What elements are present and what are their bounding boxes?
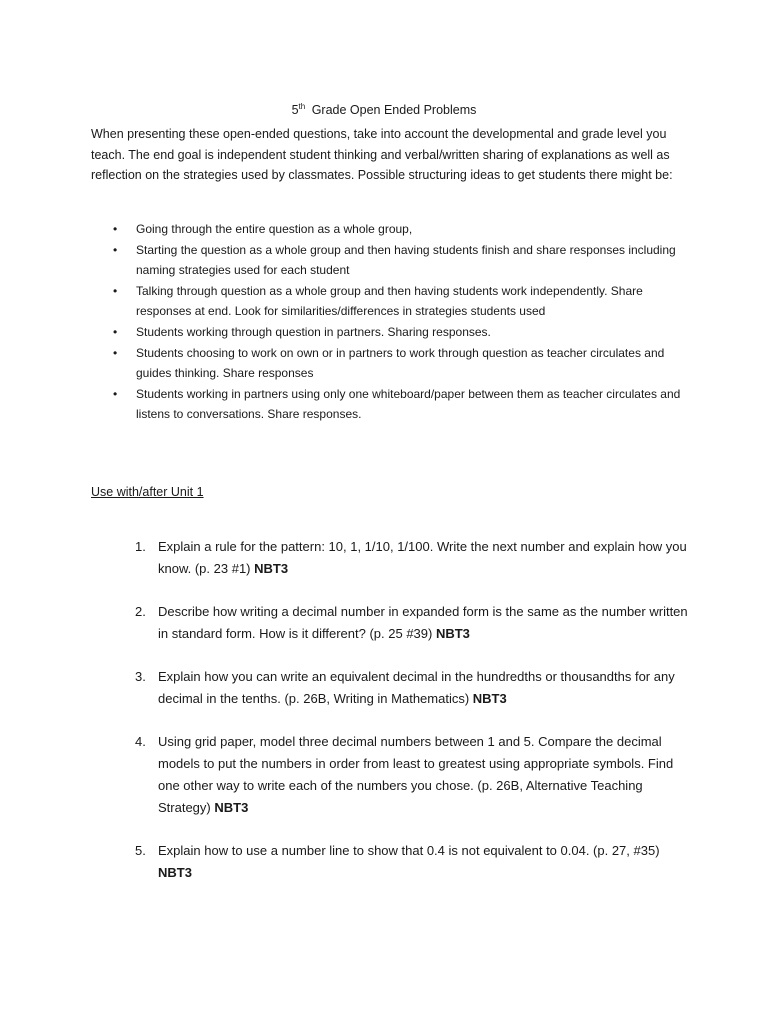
standard-code: NBT3 xyxy=(214,800,249,815)
list-item xyxy=(91,384,691,424)
problem-text: Explain how you can write an equivalent decimal in the hundredths or thousandths for any decimal in the tenths. (p. 26B, Writing in Mathematics) xyxy=(158,669,675,706)
problem-text: Explain how to use a number line to show that 0.4 is not equivalent to 0.04. (p. 27, #35) xyxy=(158,843,660,858)
bullet-icon: • xyxy=(113,243,118,257)
bullet-icon: • xyxy=(113,325,118,339)
bullet-icon: • xyxy=(113,346,118,360)
problem-item xyxy=(91,731,691,819)
problem-item xyxy=(91,840,691,884)
bullet-text: Going through the entire question as a whole group, xyxy=(136,222,413,236)
list-item xyxy=(91,281,691,321)
standard-code: NBT3 xyxy=(158,865,192,880)
title-number: 5 xyxy=(291,103,299,118)
list-item xyxy=(91,322,691,342)
title-superscript: th xyxy=(298,102,306,112)
bullet-text: Students working in partners using only one whiteboard/paper between them as teacher circulates and listens to conversations. Share responses. xyxy=(136,387,681,421)
bullet-text: Students choosing to work on own or in partners to work through question as teacher circulates and guides thinking. Share responses xyxy=(136,346,665,380)
problem-text: Explain a rule for the pattern: 10, 1, 1/10, 1/100. Write the next number and explain how you know. (p. 23 #1) xyxy=(158,539,687,576)
problem-number: 2. xyxy=(135,604,146,619)
problem-number: 1. xyxy=(135,539,146,554)
bullet-icon: • xyxy=(113,222,118,236)
structuring-ideas-list xyxy=(91,219,691,425)
title-text: Grade Open Ended Problems xyxy=(311,103,477,118)
standard-code: NBT3 xyxy=(254,561,289,576)
section-heading: Use with/after Unit 1 xyxy=(91,485,204,499)
list-item xyxy=(91,240,691,280)
problem-item xyxy=(91,536,691,580)
problem-item xyxy=(91,666,691,710)
problem-number: 3. xyxy=(135,669,146,684)
bullet-icon: • xyxy=(113,284,118,298)
bullet-text: Talking through question as a whole group and then having students work independently. Share responses at end. Look for similarities/differences in strategies students used xyxy=(136,284,643,318)
problem-text: Describe how writing a decimal number in expanded form is the same as the number written in standard form. How is it different? (p. 25 #39) xyxy=(158,604,688,641)
list-item xyxy=(91,343,691,383)
standard-code: NBT3 xyxy=(435,626,470,641)
list-item xyxy=(91,219,691,239)
bullet-icon: • xyxy=(113,387,118,401)
intro-paragraph: When presenting these open-ended questions, take into account the developmental and grade level you teach. The end goal is independent student thinking and verbal/written sharing of explanations as well as reflection on the strategies used by classmates. Possible structuring ideas to get students there might be: xyxy=(91,127,673,182)
problems-list xyxy=(91,536,691,905)
problem-number: 5. xyxy=(135,843,146,858)
problem-item xyxy=(91,601,691,645)
bullet-text: Starting the question as a whole group and then having students finish and share responses including naming strategies used for each student xyxy=(136,243,676,277)
bullet-text: Students working through question in partners. Sharing responses. xyxy=(136,325,491,339)
page-title xyxy=(0,102,768,117)
problem-text: Using grid paper, model three decimal numbers between 1 and 5. Compare the decimal models to put the numbers in order from least to greatest using appropriate symbols. Find one other way to write each of the numbers you chose. (p. 26B, Alternative Teaching Strategy) xyxy=(158,734,674,815)
problem-number: 4. xyxy=(135,734,146,749)
standard-code: NBT3 xyxy=(472,691,507,706)
